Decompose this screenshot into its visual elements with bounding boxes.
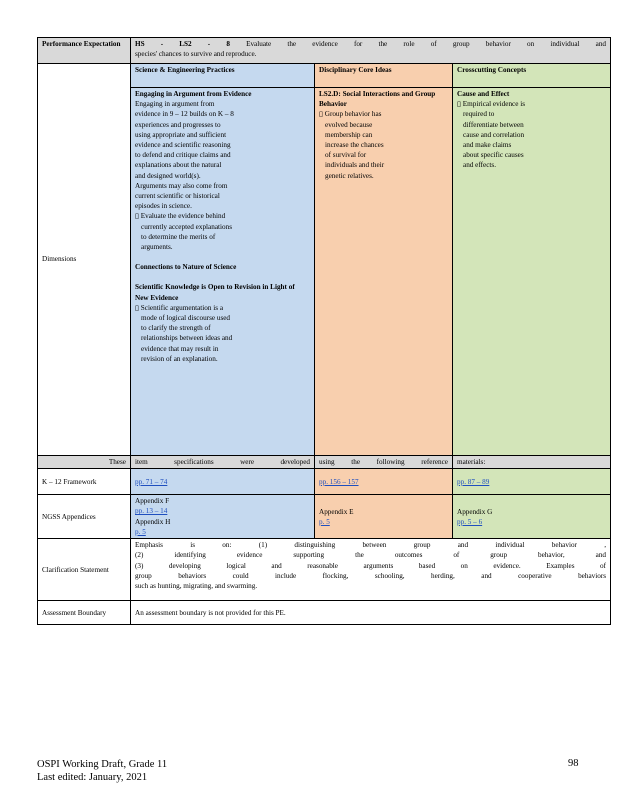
pe-label: Performance Expectation bbox=[38, 38, 131, 64]
ngss-label: NGSS Appendices bbox=[38, 495, 131, 539]
sep-bullet2-2: to clarify the strength of bbox=[141, 324, 211, 333]
ccc-bullet-3: cause and correlation bbox=[463, 130, 525, 139]
sep-bullet2-1: mode of logical discourse used bbox=[141, 314, 231, 323]
sep-body-9: current scientific or historical bbox=[135, 192, 220, 201]
dimensions-label: Dimensions bbox=[38, 64, 131, 456]
sep-body-5: to defend and critique claims and bbox=[135, 151, 231, 160]
clarification-line-4: such as hunting, migrating, and swarming. bbox=[135, 582, 258, 591]
clarification-label: Clarification Statement bbox=[38, 539, 131, 601]
sep-body-0: Engaging in argument from bbox=[135, 100, 215, 109]
dci-title: LS2.D: Social Interactions and Group Behavior bbox=[319, 90, 436, 109]
ngss-row bbox=[38, 495, 611, 539]
ngss-sep-appendix-h: Appendix H bbox=[135, 517, 171, 526]
framework-dci bbox=[315, 469, 453, 495]
sep-bullet2-3: relationships between ideas and bbox=[141, 334, 233, 343]
sep-bullet-1: currently accepted explanations bbox=[141, 222, 232, 231]
sep-body-7: and designed world(s). bbox=[135, 171, 201, 180]
ngss-ccc-appendix: Appendix G bbox=[457, 507, 493, 516]
sep-body-10: episodes in science. bbox=[135, 202, 192, 211]
ccc-content bbox=[453, 88, 611, 456]
ngss-sep-link-1[interactable]: pp. 13 – 14 bbox=[135, 507, 168, 516]
sep-bullet-0: ▯ Evaluate the evidence behind bbox=[135, 212, 226, 221]
ngss-dci bbox=[315, 495, 453, 539]
sep-bullet-2: to determine the merits of bbox=[141, 232, 216, 241]
ngss-dci-appendix: Appendix E bbox=[319, 507, 354, 516]
ccc-bullet-0: ▯ Empirical evidence is bbox=[457, 100, 526, 109]
ngss-dci-link[interactable]: p. 5 bbox=[319, 517, 330, 526]
clarification-line-0: Emphasis is on: (1) distinguishing between group and individual behavior , bbox=[135, 541, 607, 550]
sep-bullet-3: arguments. bbox=[141, 243, 173, 252]
sep-body-8: Arguments may also come from bbox=[135, 181, 228, 190]
footer-line-1: OSPI Working Draft, Grade 11 bbox=[37, 759, 168, 770]
knowledge-title: Scientific Knowledge is Open to Revision in Light of New Evidence bbox=[135, 283, 295, 302]
page-number: 98 bbox=[568, 758, 579, 769]
assessment-row bbox=[38, 601, 611, 625]
sep-body-1: evidence in 9 – 12 builds on K – 8 bbox=[135, 110, 234, 119]
ccc-bullet-5: about specific causes bbox=[463, 151, 524, 160]
sep-content bbox=[131, 88, 315, 456]
framework-ccc bbox=[453, 469, 611, 495]
note-left: These bbox=[38, 456, 131, 469]
framework-row bbox=[38, 469, 611, 495]
clarification-line-1: (2) identifying evidence supporting the outcomes of group behavior, and bbox=[135, 551, 607, 560]
ngss-sep bbox=[131, 495, 315, 539]
sep-title: Engaging in Argument from Evidence bbox=[135, 90, 252, 98]
connections-title: Connections to Nature of Science bbox=[135, 263, 237, 272]
dci-bullet-6: genetic relatives. bbox=[325, 171, 374, 180]
framework-sep-link[interactable]: pp. 71 – 74 bbox=[135, 477, 168, 486]
sep-body-6: explanations about the natural bbox=[135, 161, 222, 170]
footer bbox=[37, 758, 167, 784]
sep-header: Science & Engineering Practices bbox=[131, 64, 315, 88]
sep-bullet2-4: evidence that may result in bbox=[141, 344, 219, 353]
sep-body-2: experiences and progresses to bbox=[135, 120, 221, 129]
ccc-bullet-1: required to bbox=[463, 110, 495, 119]
pe-row bbox=[38, 38, 611, 64]
ccc-bullet-4: and make claims bbox=[463, 141, 512, 150]
clarification-line-3: group behaviors could include flocking, schooling, herding, and cooperative behaviors bbox=[135, 571, 607, 580]
framework-sep bbox=[131, 469, 315, 495]
sep-body-3: using appropriate and sufficient bbox=[135, 130, 227, 139]
footer-line-2: Last edited: January, 2021 bbox=[37, 772, 148, 783]
ccc-bullet-2: differentiate between bbox=[463, 120, 524, 129]
ngss-ccc bbox=[453, 495, 611, 539]
clarification-row bbox=[38, 539, 611, 601]
framework-label: K – 12 Framework bbox=[38, 469, 131, 495]
sep-bullet2-0: ▯ Scientific argumentation is a bbox=[135, 303, 224, 312]
reference-note-row bbox=[38, 456, 611, 469]
ccc-title: Cause and Effect bbox=[457, 90, 510, 98]
dci-bullet-4: of survival for bbox=[325, 151, 367, 160]
dci-bullet-0: ▯ Group behavior has bbox=[319, 110, 382, 119]
framework-ccc-link[interactable]: pp. 87 – 89 bbox=[457, 477, 490, 486]
assessment-label: Assessment Boundary bbox=[38, 601, 131, 625]
sep-body-4: evidence and scientific reasoning bbox=[135, 141, 231, 150]
specification-table bbox=[37, 37, 611, 625]
ngss-sep-appendix-f: Appendix F bbox=[135, 497, 170, 506]
dci-bullet-3: increase the chances bbox=[325, 141, 384, 150]
dci-bullet-1: evolved because bbox=[325, 120, 373, 129]
clarification-text bbox=[131, 539, 611, 601]
note-text-3: materials: bbox=[453, 456, 611, 469]
dci-bullet-5: individuals and their bbox=[325, 161, 385, 170]
dci-bullet-2: membership can bbox=[325, 130, 373, 139]
sep-bullet2-5: revision of an explanation. bbox=[141, 354, 218, 363]
dci-header: Disciplinary Core Ideas bbox=[315, 64, 453, 88]
pe-text: HS - LS2 - 8 Evaluate the evidence for the role of group behavior on individual and species' chances to survive and reproduce. bbox=[131, 38, 611, 64]
ccc-header: Crosscutting Concepts bbox=[453, 64, 611, 88]
ccc-bullet-6: and effects. bbox=[463, 161, 496, 170]
ngss-sep-link-2[interactable]: p. 5 bbox=[135, 527, 146, 536]
dci-content bbox=[315, 88, 453, 456]
clarification-line-2: (3) developing logical and reasonable arguments based on evidence. Examples of bbox=[135, 561, 607, 570]
note-text-1: item specifications were developed bbox=[131, 456, 315, 469]
framework-dci-link[interactable]: pp. 156 – 157 bbox=[319, 477, 359, 486]
pe-code: HS - LS2 - 8 bbox=[135, 40, 230, 48]
assessment-text: An assessment boundary is not provided for this PE. bbox=[131, 601, 611, 625]
dimensions-header-row bbox=[38, 64, 611, 88]
note-text-2: using the following reference bbox=[315, 456, 453, 469]
ngss-ccc-link[interactable]: pp. 5 – 6 bbox=[457, 517, 483, 526]
